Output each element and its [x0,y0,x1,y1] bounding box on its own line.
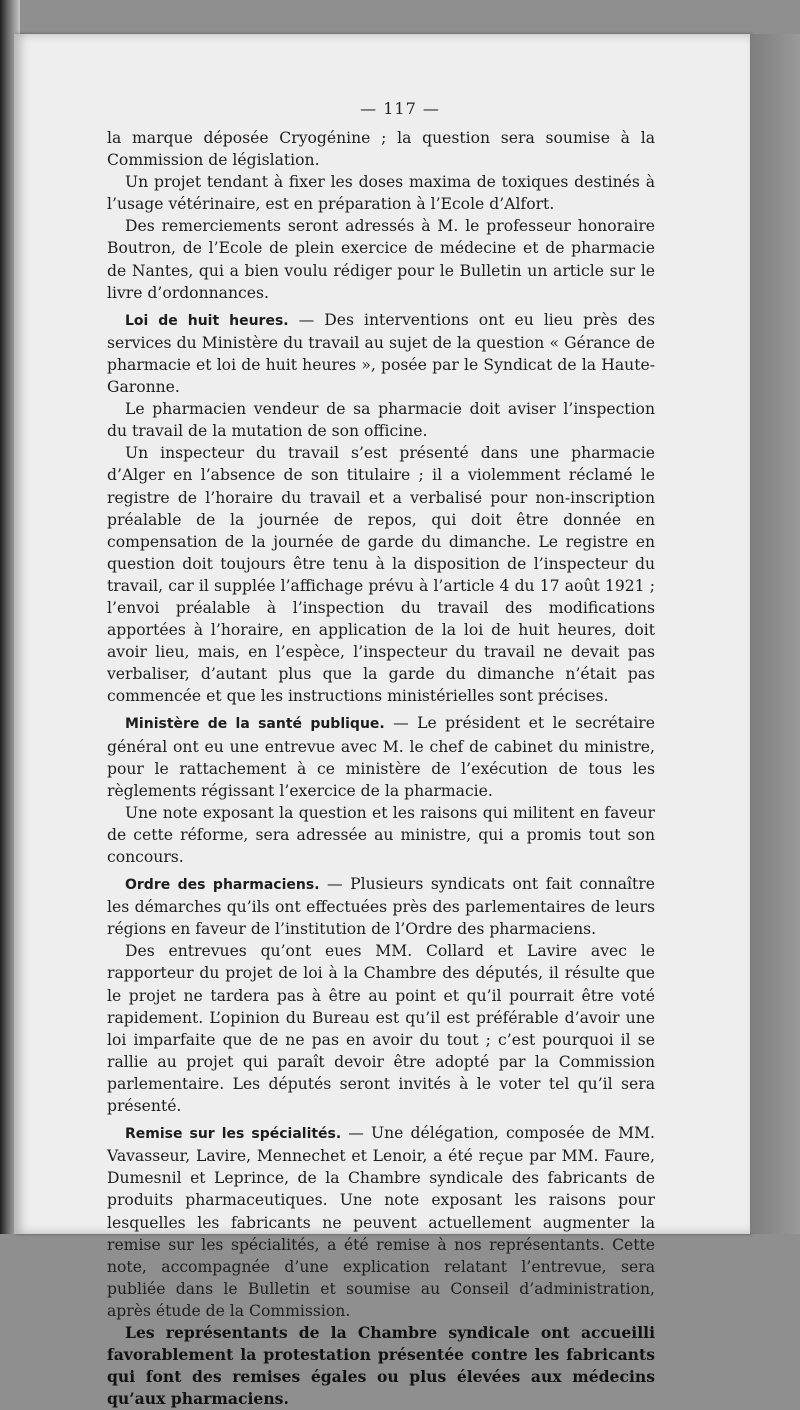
paragraph-text: Des entrevues qu’ont eues MM. Collard et Lavire avec le rapporteur du projet de loi à la Chambre des députés, il résulte que le projet ne tardera pas à être au point et qu’il pourrait être voté rapidement. L’opinion du Bureau est qu’il est préférable d’avoir une loi imparfaite que de ne pas en avoir du tout ; c’est pourquoi il se rallie au projet qui paraît devoir être adopté par la Commission parlementaire. Les députés seront invités à le voter tel qu’il sera présenté. [107,942,655,1116]
section-heading: Ministère de la santé publique. [125,716,385,733]
paragraph-text: — Des interventions ont eu lieu près des services du Ministère du travail au sujet de la question « Gérance de pharmacie et loi de huit heures », posée par le Syndicat de la Haute-Garonne. [107,310,656,397]
section-heading: Remise sur les spécialités. [125,1126,342,1143]
section-heading: Loi de huit heures. [125,312,289,329]
paragraph-text: Le pharmacien vendeur de sa pharmacie doit aviser l’inspection du travail de la mutation de son officine. [107,400,655,441]
paragraph [107,802,655,868]
paragraph [107,1322,655,1410]
paragraph-text: Un projet tendant à fixer les doses maxima de toxiques destinés à l’usage vétérinaire, est en préparation à l’Ecole d’Alfort. [107,173,655,214]
section-paragraph [107,712,655,801]
paragraph [107,398,655,442]
paragraph [107,442,655,707]
paragraph-text: — Plusieurs syndicats ont fait connaître les démarches qu’ils ont effectuées près des parlementaires de leurs régions en faveur de l’institution de l’Ordre des pharmaciens. [107,875,655,939]
paragraph-text: Un inspecteur du travail s’est présenté dans une pharmacie d’Alger en l’absence de son titulaire ; il a violemment réclamé le registre de l’horaire du travail et a verbalisé pour non-inscription préalable de la journée de repos, qui doit être donnée en compensation de la journée de garde du dimanche. Le registre en question doit toujours être tenu à la disposition de l’inspecteur du travail, car il supplée l’affichage prévu à l’article 4 du 17 août 1921 ; l’envoi préalable à l’inspection du travail des modifications apportées à l’horaire, en application de la loi de huit heures, doit avoir lieu, mais, en l’espèce, l’inspecteur du travail ne devait pas verbaliser, d’autant plus que la garde du dimanche n’était pas commencée et que les instructions ministérielles sont précises. [107,444,655,706]
paragraph-text: — Une délégation, composée de MM. Vavasseur, Lavire, Mennechet et Lenoir, a été reçue par MM. Faure, Dumesnil et Leprince, de la Chambre syndicale des fabricants de produits pharmaceutiques. Une note exposant les raisons pour lesquelles les fabricants ne peuvent actuellement augmenter la remise sur les spécialités, a été remise à nos représentants. Cette note, accompagnée d’une explication relatant l’entrevue, sera publiée dans le Bulletin et soumise au Conseil d’administration, après étude de la Commission. [107,1124,655,1320]
paragraph [107,127,655,171]
paragraph-text: Une note exposant la question et les raisons qui militent en faveur de cette réforme, sera adressée au ministre, qui a promis tout son concours. [107,803,655,866]
section-paragraph [107,309,655,398]
paragraph-text: la marque déposée Cryogénine ; la question sera soumise à la Commission de législation. [107,129,655,170]
section-paragraph [107,1122,655,1322]
paragraph [107,215,655,303]
page-body [107,127,655,1410]
paragraph-text: Des remerciements seront adressés à M. le professeur honoraire Boutron, de l’Ecole de plein exercice de médecine et de pharmacie de Nantes, qui a bien voulu rédiger pour le Bulletin un article sur le livre d’ordonnances. [107,217,655,302]
paragraph [107,940,655,1117]
page-number: — 117 — [360,99,440,118]
section-heading: Ordre des pharmaciens. [125,877,320,894]
paragraph-text: Les représentants de la Chambre syndicale ont accueilli favorablement la protestation présentée contre les fabricants qui font des remises égales ou plus élevées aux médecins qu’aux pharmaciens. [107,1322,655,1409]
paragraph-text: — Le président et le secrétaire général ont eu une entrevue avec M. le chef de cabinet du ministre, pour le rattachement à ce ministère de l’exécution de tous les règlements régissant l’exercice de la pharmacie. [107,714,655,800]
section-paragraph [107,873,655,940]
paragraph [107,171,655,215]
scan-background [750,34,800,1234]
